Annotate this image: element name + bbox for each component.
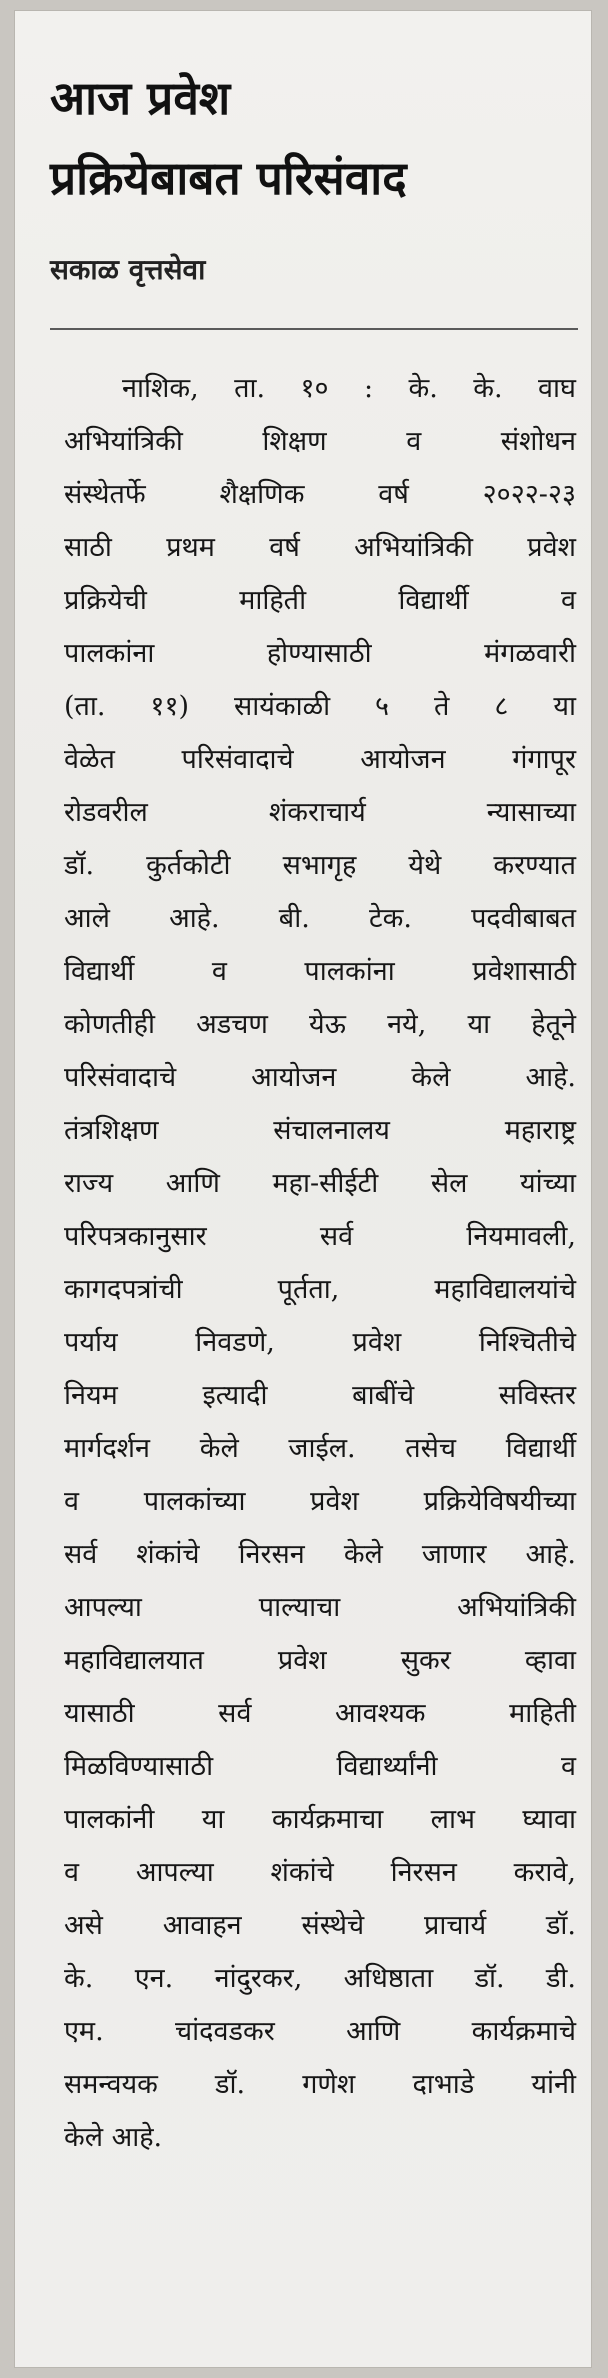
body-line: महाविद्यालयात प्रवेश सुकर व्हावा xyxy=(64,1645,576,1676)
headline-line: आज प्रवेश xyxy=(50,71,231,125)
body-line: असे आवाहन संस्थेचे प्राचार्य डॉ. xyxy=(64,1910,576,1941)
body-line: पालकांनी या कार्यक्रमाचा लाभ घ्यावा xyxy=(64,1804,576,1835)
body-line: समन्वयक डॉ. गणेश दाभाडे यांनी xyxy=(64,2069,576,2100)
body-line: पर्याय निवडणे, प्रवेश निश्चितीचे xyxy=(64,1327,576,1358)
body-line: डॉ. कुर्तकोटी सभागृह येथे करण्यात xyxy=(64,850,576,881)
body-line: परिसंवादाचे आयोजन केले आहे. xyxy=(64,1062,576,1093)
divider-rule xyxy=(50,328,578,330)
body-line: यासाठी सर्व आवश्यक माहिती xyxy=(64,1698,576,1729)
body-line: आपल्या पाल्याचा अभियांत्रिकी xyxy=(64,1592,576,1623)
body-line: प्रक्रियेची माहिती विद्यार्थी व xyxy=(64,585,576,616)
body-line: नियम इत्यादी बाबींचे सविस्तर xyxy=(64,1380,576,1411)
body-line: के. एन. नांदुरकर, अधिष्ठाता डॉ. डी. xyxy=(64,1963,576,1994)
body-line: कोणतीही अडचण येऊ नये, या हेतूने xyxy=(64,1009,576,1040)
body-line: परिपत्रकानुसार सर्व नियमावली, xyxy=(64,1221,576,1252)
body-line: कागदपत्रांची पूर्तता, महाविद्यालयांचे xyxy=(64,1274,576,1305)
body-line: व आपल्या शंकांचे निरसन करावे, xyxy=(64,1857,576,1888)
body-line: संस्थेतर्फे शैक्षणिक वर्ष २०२२-२३ xyxy=(64,479,576,510)
body-line: तंत्रशिक्षण संचालनालय महाराष्ट्र xyxy=(64,1115,576,1146)
headline-line: प्रक्रियेबाबत परिसंवाद xyxy=(50,151,407,205)
body-line: व पालकांच्या प्रवेश प्रक्रियेविषयीच्या xyxy=(64,1486,576,1517)
body-line: मिळविण्यासाठी विद्यार्थ्यांनी व xyxy=(64,1751,576,1782)
newspaper-clipping xyxy=(14,10,592,2368)
body-line: नाशिक, ता. १० : के. के. वाघ xyxy=(122,373,576,404)
body-line: साठी प्रथम वर्ष अभियांत्रिकी प्रवेश xyxy=(64,532,576,563)
body-line: मार्गदर्शन केले जाईल. तसेच विद्यार्थी xyxy=(64,1433,576,1464)
body-line: सर्व शंकांचे निरसन केले जाणार आहे. xyxy=(64,1539,576,1570)
byline: सकाळ वृत्तसेवा xyxy=(50,253,206,286)
body-line: अभियांत्रिकी शिक्षण व संशोधन xyxy=(64,426,576,457)
article-body xyxy=(64,362,576,2164)
body-line: आले आहे. बी. टेक. पदवीबाबत xyxy=(64,903,576,934)
body-line: रोडवरील शंकराचार्य न्यासाच्या xyxy=(64,797,576,828)
body-line: वेळेत परिसंवादाचे आयोजन गंगापूर xyxy=(64,744,576,775)
body-line: पालकांना होण्यासाठी मंगळवारी xyxy=(64,638,576,669)
body-line: एम. चांदवडकर आणि कार्यक्रमाचे xyxy=(64,2016,576,2047)
body-line: विद्यार्थी व पालकांना प्रवेशासाठी xyxy=(64,956,576,987)
headline xyxy=(50,58,570,218)
body-line: राज्य आणि महा-सीईटी सेल यांच्या xyxy=(64,1168,576,1199)
body-line: केले आहे. xyxy=(64,2122,163,2153)
body-line: (ता. ११) सायंकाळी ५ ते ८ या xyxy=(64,691,576,722)
